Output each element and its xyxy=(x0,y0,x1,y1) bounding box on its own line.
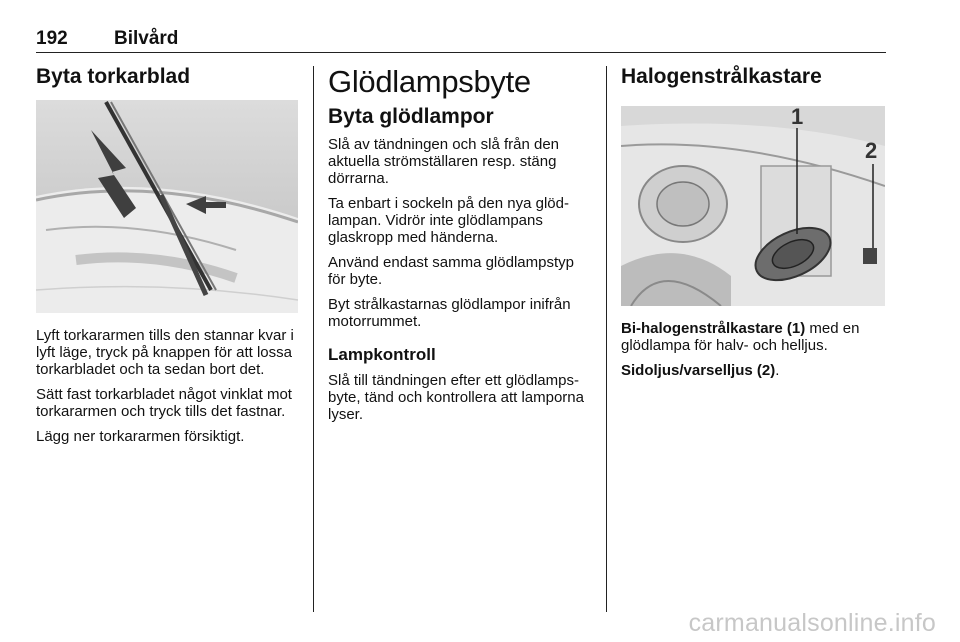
lamp-check-text: Slå till tändningen efter ett glödlampsbyte, tänd och kontrollera att lamporna lyser. xyxy=(328,372,584,423)
bulb-step-4: Byt strålkastarnas glödlampor inifrån motorrummet. xyxy=(328,296,571,330)
figure-label-1: 1 xyxy=(791,106,804,129)
column-halogen xyxy=(621,64,886,387)
headlamp-illustration xyxy=(621,106,885,306)
watermark-text: carmanualsonline.info xyxy=(688,609,936,637)
wiper-illustration xyxy=(36,100,298,313)
halogen-item-2 xyxy=(621,362,886,379)
section-title: Bilvård xyxy=(114,28,179,49)
halogen-item-2-term: Sidoljus/varselljus (2) xyxy=(621,362,776,379)
bulb-step-1: Slå av tändningen och slå från den aktuella strömställaren resp. stäng dörrarna. xyxy=(328,136,559,187)
figure-label-2: 2 xyxy=(865,138,878,163)
column-bulb-replacement xyxy=(328,64,593,431)
column-divider xyxy=(313,66,314,612)
wiper-step-2: Sätt fast torkarbladet något vinklat mot torkararmen och tryck tills det fastnar. xyxy=(36,386,292,420)
page-number: 192 xyxy=(36,28,68,49)
bulb-step-3: Använd endast samma glödlampstyp för byte. xyxy=(328,254,574,288)
halogen-item-1 xyxy=(621,320,886,354)
wiper-step-3: Lägg ner torkararmen försiktigt. xyxy=(36,428,245,445)
column-divider xyxy=(606,66,607,612)
wiper-step-1: Lyft torkararmen tills den stannar kvar i lyft läge, tryck på knappen för att lossa torkarbladet och ta sedan bort det. xyxy=(36,327,294,378)
bulb-replacement-title: Glödlampsbyte xyxy=(328,64,531,99)
wiper-heading: Byta torkarblad xyxy=(36,65,191,88)
halogen-item-1-term: Bi-halogenstrålkastare (1) xyxy=(621,320,806,337)
halogen-item-2-text: . xyxy=(775,362,780,379)
lamp-check-heading: Lampkontroll xyxy=(328,345,436,364)
page-header xyxy=(36,28,886,53)
halogen-heading: Halogenstrålkastare xyxy=(621,65,822,88)
halogen-item-1-text: med en glödlampa för halv- och helljus. xyxy=(621,320,860,354)
bulb-replacement-subtitle: Byta glödlampor xyxy=(328,105,494,128)
bulb-step-2: Ta enbart i sockeln på den nya glödlampan. Vidrör inte glödlampans glaskropp med händerna. xyxy=(328,195,569,246)
column-wiper xyxy=(36,64,298,453)
